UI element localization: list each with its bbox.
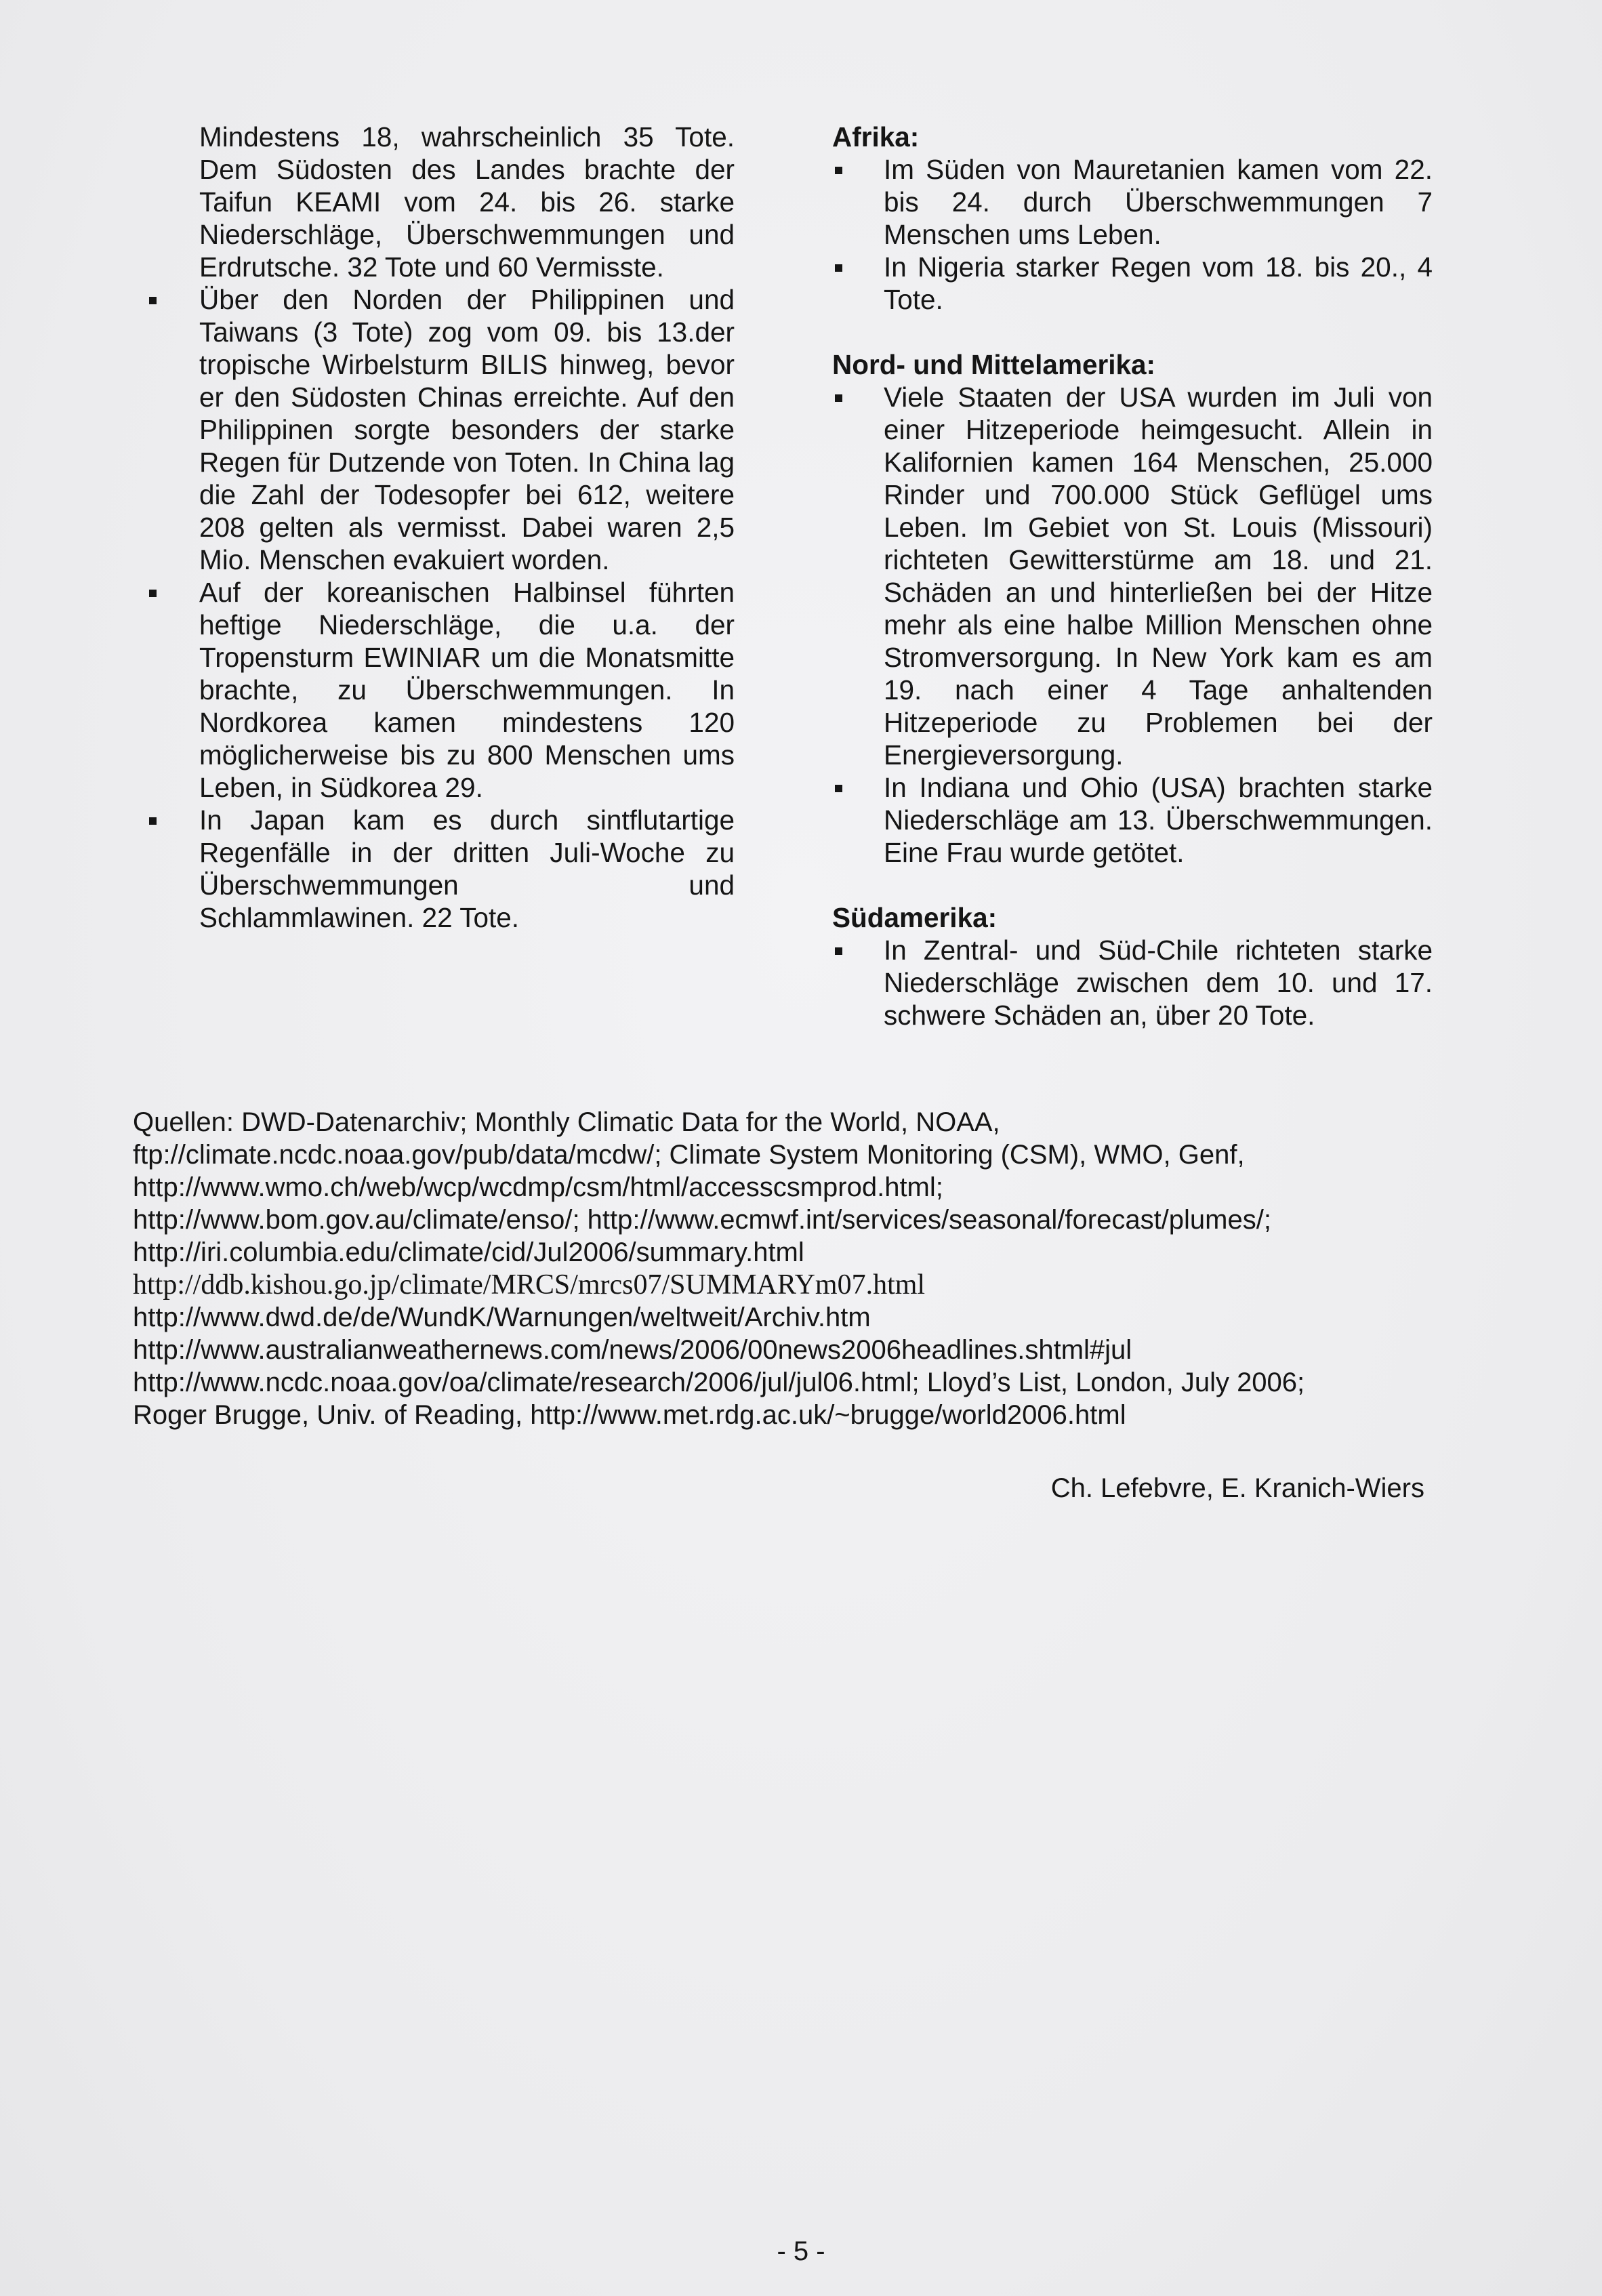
section-heading: Nord- und Mittelamerika: <box>832 349 1156 380</box>
page-number: - 5 - <box>777 2236 825 2266</box>
list-item <box>832 251 1433 316</box>
bullet-icon <box>835 264 842 272</box>
list-item <box>145 283 735 576</box>
list-item-text: In Indiana und Ohio (USA) brachten starke Niederschläge am 13. Überschwemmungen. Eine Frau wurde getötet. <box>884 772 1433 868</box>
section-afrika <box>832 121 1433 316</box>
list-item <box>832 771 1433 869</box>
bullet-icon <box>149 297 157 304</box>
bullet-icon <box>835 947 842 955</box>
sources-line: http://ddb.kishou.go.jp/climate/MRCS/mrcs07/SUMMARYm07.html <box>133 1269 926 1300</box>
sources-line: http://www.dwd.de/de/WundK/Warnungen/weltweit/Archiv.htm <box>133 1303 871 1332</box>
list-item <box>832 934 1433 1031</box>
list-item <box>832 153 1433 251</box>
bullet-list <box>832 934 1433 1031</box>
list-item-text: Auf der koreanischen Halbinsel führten heftige Niederschläge, die u.a. der Tropensturm EWINIAR um die Monatsmitte brachte, zu Überschwemmungen. In Nordkorea kamen mindestens 120 möglicherweise bis zu 800 Menschen ums Leben, in Südkorea 29. <box>199 577 735 803</box>
list-item-text: In Zentral- und Süd-Chile richteten starke Niederschläge zwischen dem 10. und 17. schwere Schäden an, über 20 Tote. <box>884 935 1433 1031</box>
list-item-text: Viele Staaten der USA wurden im Juli von einer Hitzeperiode heimgesucht. Allein in Kalifornien kamen 164 Menschen, 25.000 Rinder und 700.000 Stück Geflügel ums Leben. Im Gebiet von St. Louis (Missouri) richteten Gewitterstürme am 18. und 21. Schäden an und hinterließen bei der Hitze mehr als eine halbe Million Menschen ohne Stromversorgung. In New York kam es am 19. nach einer 4 Tage anhaltenden Hitzeperiode zu Problemen bei der Energieversorgung. <box>884 382 1433 771</box>
list-item <box>145 804 735 934</box>
continued-paragraph: Mindestens 18, wahrscheinlich 35 Tote. Dem Südosten des Landes brachte der Taifun KEAMI vom 24. bis 26. starke Niederschläge, Überschwemmungen und Erdrutsche. 32 Tote und 60 Vermisste. <box>199 121 735 283</box>
sources-block <box>133 1106 1454 1431</box>
bullet-list <box>832 153 1433 316</box>
sources-line: http://iri.columbia.edu/climate/cid/Jul2006/summary.html <box>133 1237 804 1267</box>
list-item-text: In Japan kam es durch sintflutartige Regenfälle in der dritten Juli-Woche zu Überschwemmungen und Schlammlawinen. 22 Tote. <box>199 804 735 933</box>
sources-line: ftp://climate.ncdc.noaa.gov/pub/data/mcdw/; Climate System Monitoring (CSM), WMO, Genf, <box>133 1140 1245 1170</box>
bullet-icon <box>835 394 842 402</box>
bullet-icon <box>149 817 157 825</box>
bullet-icon <box>835 785 842 792</box>
list-item-text: Im Süden von Mauretanien kamen vom 22. bis 24. durch Überschwemmungen 7 Menschen ums Leben. <box>884 154 1433 250</box>
section-heading: Südamerika: <box>832 902 998 933</box>
bullet-icon <box>149 590 157 597</box>
sources-line: http://www.ncdc.noaa.gov/oa/climate/research/2006/jul/jul06.html; Lloyd’s List, London, July 2006; <box>133 1368 1305 1397</box>
left-bullet-list <box>145 283 735 934</box>
sources-line: http://www.australianweathernews.com/news/2006/00news2006headlines.shtml#jul <box>133 1335 1132 1365</box>
sources-line: http://www.wmo.ch/web/wcp/wcdmp/csm/html/accesscsmprod.html; <box>133 1172 943 1202</box>
list-item-text: In Nigeria starker Regen vom 18. bis 20., 4 Tote. <box>884 251 1433 315</box>
left-column <box>145 121 735 934</box>
section-heading: Afrika: <box>832 121 920 152</box>
list-item <box>145 576 735 804</box>
list-item <box>832 381 1433 771</box>
section-nord-und-mittelamerika <box>832 348 1433 869</box>
sources-line: Quellen: DWD-Datenarchiv; Monthly Climatic Data for the World, NOAA, <box>133 1107 1000 1137</box>
authors-signature: Ch. Lefebvre, E. Kranich-Wiers <box>1050 1473 1424 1503</box>
bullet-icon <box>835 167 842 174</box>
list-item-text: Über den Norden der Philippinen und Taiwans (3 Tote) zog vom 09. bis 13.der tropische Wirbelsturm BILIS hinweg, bevor er den Südosten Chinas erreichte. Auf den Philippinen sorgte besonders der starke Regen für Dutzende von Toten. In China lag die Zahl der Todesopfer bei 612, weitere 208 gelten als vermisst. Dabei waren 2,5 Mio. Menschen evakuiert worden. <box>199 284 735 575</box>
sources-line: http://www.bom.gov.au/climate/enso/; http://www.ecmwf.int/services/seasonal/forecast/plumes/; <box>133 1205 1271 1235</box>
right-column <box>832 121 1433 1064</box>
bullet-list <box>832 381 1433 869</box>
sources-line: Roger Brugge, Univ. of Reading, http://www.met.rdg.ac.uk/~brugge/world2006.html <box>133 1400 1126 1430</box>
section-suedamerika <box>832 901 1433 1031</box>
